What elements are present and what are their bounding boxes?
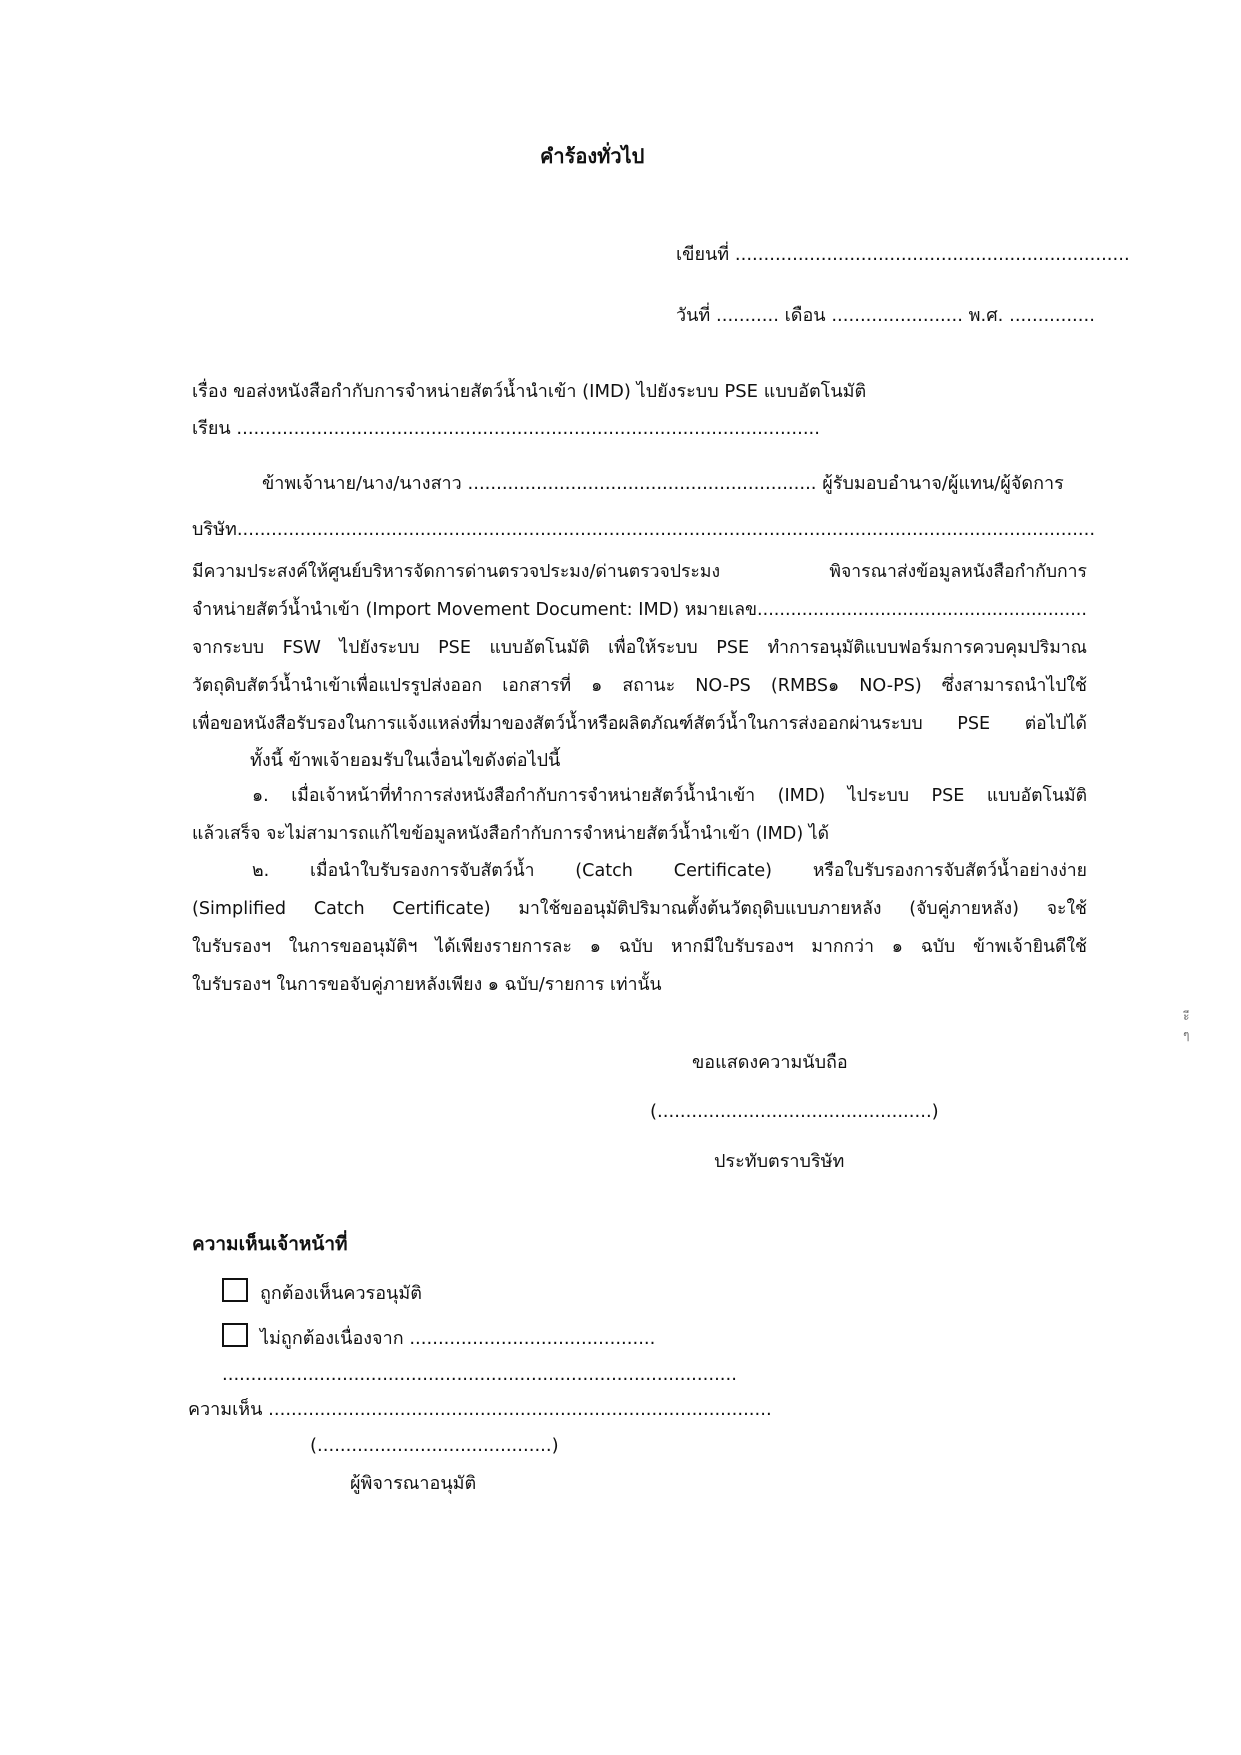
purpose-paragraph <box>192 553 1087 743</box>
condition-2-line: (Simplified Catch Certificate) มาใช้ขออนุมัติปริมาณตั้งต้นวัตถุดิบแบบภายหลัง (จับคู่ภายหลัง) จะใช้ <box>192 899 1087 919</box>
to-line: เรียน ...................................................................................................... <box>192 418 821 439</box>
subject-line: เรื่อง ขอส่งหนังสือกำกับการจำหน่ายสัตว์น้ำนำเข้า (IMD) ไปยังระบบ PSE แบบอัตโนมัติ <box>192 381 867 402</box>
page-title: คำร้องทั่วไป <box>540 144 645 168</box>
condition-1 <box>192 777 1087 853</box>
condition-2 <box>192 852 1087 1004</box>
condition-1-line: ๑. เมื่อเจ้าหน้าที่ทำการส่งหนังสือกำกับการจำหน่ายสัตว์น้ำนำเข้า (IMD) ไประบบ PSE แบบอัตโนมัติ <box>252 786 1087 806</box>
company-line: บริษัท...................................................................................................................................................... <box>192 519 1096 540</box>
option-reject[interactable] <box>222 1323 655 1348</box>
option-approve[interactable] <box>222 1278 422 1303</box>
officer-opinion-heading: ความเห็นเจ้าหน้าที่ <box>192 1233 348 1255</box>
reason-extra-line: .......................................................................................... <box>222 1364 737 1385</box>
condition-2-line: ใบรับรองฯ ในการขอจับคู่ภายหลังเพียง ๑ ฉบับ/รายการ เท่านั้น <box>192 975 662 995</box>
condition-2-line: ใบรับรองฯ ในการขออนุมัติฯ ได้เพียงรายการละ ๑ ฉบับ หากมีใบรับรองฯ มากกว่า ๑ ฉบับ ข้าพเจ้ายินดีใช้ <box>192 937 1087 957</box>
condition-2-line: ๒. เมื่อนำใบรับรองการจับสัตว์น้ำ (Catch Certificate) หรือใบรับรองการจับสัตว์น้ำอย่างง่าย <box>252 861 1087 881</box>
applicant-line: ข้าพเจ้านาย/นาง/นางสาว ............................................................. ผู้รับมอบอำนาจ/ผู้แทน/ผู้จัดการ <box>262 473 1064 494</box>
comment-line: ความเห็น ........................................................................................ <box>188 1399 772 1420</box>
company-stamp-label: ประทับตราบริษัท <box>714 1151 845 1172</box>
reject-label: ไม่ถูกต้องเนื่องจาก ........................................... <box>260 1328 656 1349</box>
date-line: วันที่ ........... เดือน ....................... พ.ศ. ............... <box>676 305 1095 326</box>
written-at-line: เขียนที่ ..................................................................... <box>676 244 1130 265</box>
purpose-line: จำหน่ายสัตว์น้ำนำเข้า (Import Movement Document: IMD) หมายเลข........................................................... <box>192 600 1087 620</box>
regards-text: ขอแสดงความนับถือ <box>692 1052 848 1073</box>
approver-label: ผู้พิจารณาอนุมัติ <box>350 1473 477 1494</box>
conditions-intro: ทั้งนี้ ข้าพเจ้ายอมรับในเงื่อนไขดังต่อไปนี้ <box>250 750 561 771</box>
approve-checkbox[interactable] <box>222 1278 248 1302</box>
approver-signature-line: (.........................................) <box>310 1435 559 1456</box>
stray-mark: ะี ๆ <box>1183 1009 1190 1042</box>
purpose-line: มีความประสงค์ให้ศูนย์บริหารจัดการด่านตรวจประมง/ด่านตรวจประมง พิจารณาส่งข้อมูลหนังสือกำกับการ <box>192 562 1087 582</box>
purpose-line: เพื่อขอหนังสือรับรองในการแจ้งแหล่งที่มาของสัตว์น้ำหรือผลิตภัณฑ์สัตว์น้ำในการส่งออกผ่านระบบ PSE ต่อไปได้ <box>192 714 1087 734</box>
purpose-line: จากระบบ FSW ไปยังระบบ PSE แบบอัตโนมัติ เพื่อให้ระบบ PSE ทำการอนุมัติแบบฟอร์มการควบคุมปริมาณ <box>192 638 1087 658</box>
condition-1-line: แล้วเสร็จ จะไม่สามารถแก้ไขข้อมูลหนังสือกำกับการจำหน่ายสัตว์น้ำนำเข้า (IMD) ได้ <box>192 824 830 844</box>
reject-checkbox[interactable] <box>222 1323 248 1347</box>
signature-line: (................................................) <box>650 1101 939 1122</box>
approve-label: ถูกต้องเห็นควรอนุมัติ <box>260 1283 422 1304</box>
purpose-line: วัตถุดิบสัตว์น้ำนำเข้าเพื่อแปรรูปส่งออก เอกสารที่ ๑ สถานะ NO-PS (RMBS๑ NO-PS) ซึ่งสามารถนำไปใช้ <box>192 676 1087 696</box>
